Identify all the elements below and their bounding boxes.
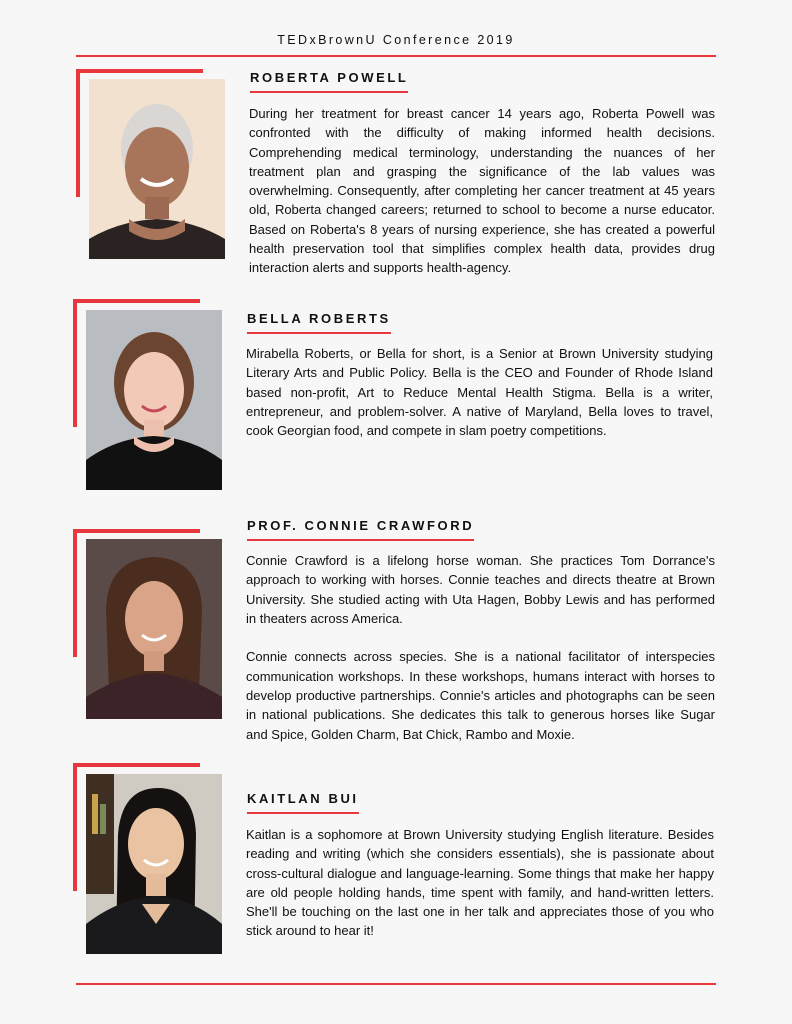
portrait-image: [89, 79, 225, 259]
bio-paragraph: Connie connects across species. She is a national facilitator of interspecies communication workshops. In these workshops, humans interact with horses to develop productive partnerships. Connie's articles and photographs can be seen in national publications. She dedicates this talk to generous horses like Sugar and Spice, Golden Charm, Bat Chick, Rambo and Moxie.: [246, 649, 715, 742]
speaker-photo: [86, 310, 222, 490]
speaker-bio: [246, 825, 714, 941]
speaker-name: BELLA ROBERTS: [247, 311, 391, 334]
bottom-divider: [76, 983, 716, 985]
portrait-image: [86, 774, 222, 954]
top-divider: [76, 55, 716, 57]
speaker-bio: [246, 344, 713, 440]
speaker-name: KAITLAN BUI: [247, 791, 359, 814]
speaker-bio: [249, 104, 715, 278]
speaker-name: ROBERTA POWELL: [250, 70, 408, 93]
speaker-bio: [246, 551, 715, 744]
speaker-photo: [86, 539, 222, 719]
bio-paragraph: During her treatment for breast cancer 14 years ago, Roberta Powell was confronted with the difficulty of making informed health decisions. Comprehending medical terminology, understanding the nuances of her treatment plan and grasping the significance of the lab values was overwhelming. Consequently, after completing her cancer treatment at 45 years old, Roberta changed careers; returned to school to become a nurse educator. Based on Roberta's 8 years of nursing experience, she has created a powerful health preservation tool that simplifies complex health data, provides drug interaction alerts and supports health-agency.: [249, 106, 715, 276]
bio-paragraph: Mirabella Roberts, or Bella for short, is a Senior at Brown University studying Literary Arts and Public Policy. Bella is the CEO and Founder of Rhode Island based non-profit, Art to Reduce Mental Health Stigma. Bella is a writer, entrepreneur, and problem-solver. A native of Maryland, Bella loves to travel, cook Georgian food, and compete in slam poetry competitions.: [246, 346, 713, 439]
portrait-image: [86, 310, 222, 490]
speaker-name: PROF. CONNIE CRAWFORD: [247, 518, 474, 541]
page-header-title: TEDxBrownU Conference 2019: [277, 33, 515, 47]
bio-paragraph: Connie Crawford is a lifelong horse woman. She practices Tom Dorrance's approach to working with horses. Connie teaches and directs theatre at Brown University. She studied acting with Uta Hagen, Bobby Lewis and has performed in theaters across America.: [246, 553, 715, 626]
bio-paragraph: Kaitlan is a sophomore at Brown University studying English literature. Besides reading and writing (which she considers essentials), she is passionate about cross-cultural dialogue and language-learning. Some things that make her happy are old people holding hands, time spent with family, and hand-written letters. She'll be touching on the last one in her talk and appreciates those of you who stick around to hear it!: [246, 827, 714, 939]
speaker-photo: [89, 79, 225, 259]
speaker-photo: [86, 774, 222, 954]
portrait-image: [86, 539, 222, 719]
